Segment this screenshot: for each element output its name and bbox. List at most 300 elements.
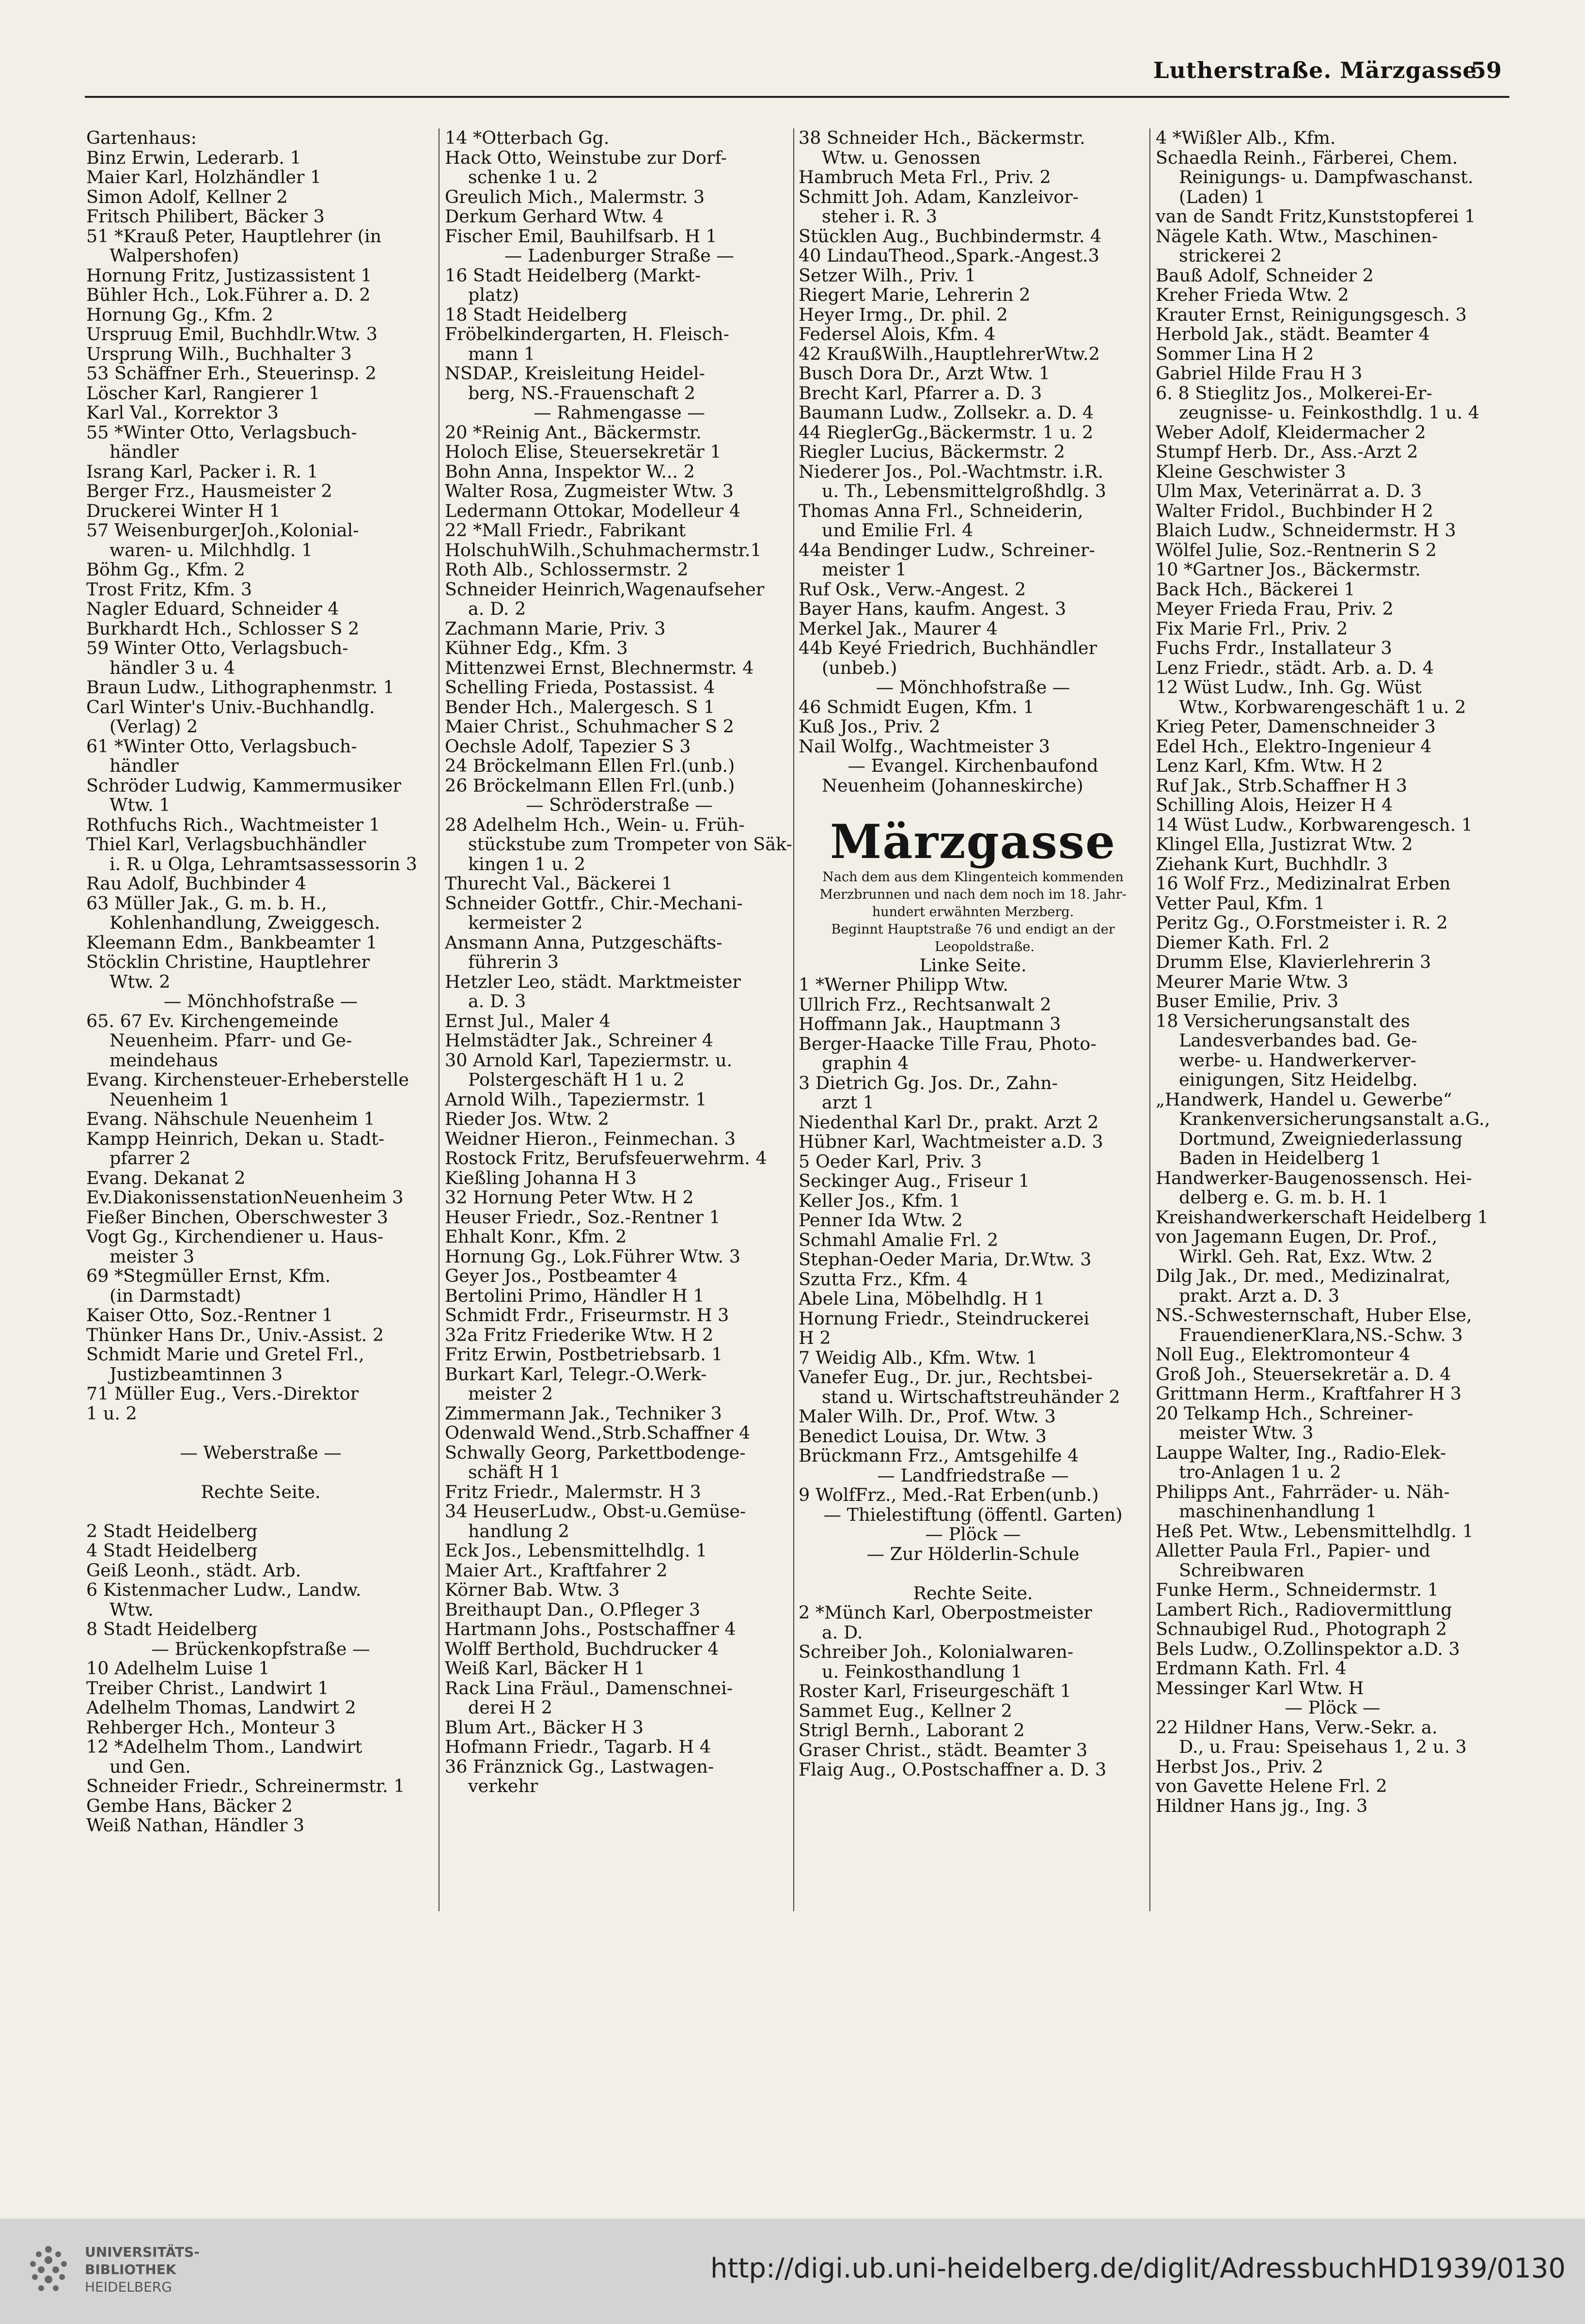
directory-line: Ullrich Frz., Rechtsanwalt 2	[799, 994, 1051, 1015]
directory-line	[86, 1463, 435, 1482]
directory-line: Sammet Eug., Kellner 2	[799, 1700, 1012, 1721]
directory-line: Hornung Fritz, Justizassistent 1	[86, 265, 372, 286]
directory-line: Niederer Jos., Pol.-Wachtmstr. i.R.	[799, 461, 1103, 482]
directory-line: Evang. Dekanat 2	[86, 1167, 246, 1188]
directory-line: Kreher Frieda Wtw. 2	[1156, 284, 1349, 305]
directory-line: Nach dem aus dem Klingenteich kommenden	[822, 869, 1124, 885]
directory-line	[86, 1502, 435, 1522]
directory-line: Binz Erwin, Lederarb. 1	[86, 147, 301, 168]
directory-line: Strigl Bernh., Laborant 2	[799, 1720, 1025, 1741]
directory-line: Hetzler Leo, städt. Marktmeister	[445, 971, 741, 992]
directory-line: Hübner Karl, Wachtmeister a.D. 3	[799, 1131, 1103, 1152]
directory-line: Kampp Heinrich, Dekan u. Stadt-	[86, 1128, 385, 1149]
directory-line: (in Darmstadt)	[110, 1285, 241, 1306]
directory-line: 2 Stadt Heidelberg	[86, 1520, 258, 1542]
directory-line: 22 *Mall Friedr., Fabrikant	[445, 520, 686, 541]
directory-line: Treiber Christ., Landwirt 1	[86, 1677, 329, 1699]
directory-line: Roster Karl, Friseurgeschäft 1	[799, 1681, 1072, 1701]
directory-line: Wtw., Korbwarengeschäft 1 u. 2	[1179, 696, 1466, 717]
directory-line: Roth Alb., Schlossermstr. 2	[445, 559, 689, 580]
directory-line: Krankenversicherungsanstalt a.G.,	[1179, 1108, 1491, 1129]
directory-line: Drumm Else, Klavierlehrerin 3	[1156, 951, 1431, 972]
directory-line: Kohlenhandlung, Zweiggesch.	[110, 912, 380, 933]
directory-line: Bühler Hch., Lok.Führer a. D. 2	[86, 284, 371, 305]
directory-line: Evang. Kirchensteuer-Erheberstelle	[86, 1069, 409, 1090]
directory-line: Merkel Jak., Maurer 4	[799, 618, 998, 639]
directory-line: Krieg Peter, Damenschneider 3	[1156, 716, 1436, 737]
directory-line: 30 Arnold Karl, Tapeziermstr. u.	[445, 1049, 733, 1071]
directory-line: Wölfel Julie, Soz.-Rentnerin S 2	[1156, 539, 1437, 561]
directory-line: Hornung Friedr., Steindruckerei	[799, 1308, 1090, 1329]
directory-line: platz)	[468, 284, 519, 305]
directory-line: 5 Oeder Karl, Priv. 3	[799, 1151, 982, 1172]
directory-line: waren- u. Milchhdlg. 1	[110, 539, 313, 561]
directory-line: 1 *Werner Philipp Wtw.	[799, 974, 1008, 995]
directory-line: Lenz Friedr., städt. Arb. a. D. 4	[1156, 657, 1434, 678]
directory-line: 16 Stadt Heidelberg (Markt-	[445, 265, 701, 286]
directory-line: Nagler Eduard, Schneider 4	[86, 598, 339, 619]
directory-line: Fritz Erwin, Postbetriebsarb. 1	[445, 1344, 723, 1365]
directory-line: Noll Eug., Elektromonteur 4	[1156, 1344, 1411, 1365]
directory-line: Wtw.	[110, 1599, 154, 1620]
directory-line: Eck Jos., Lebensmittelhdlg. 1	[445, 1540, 707, 1561]
directory-line: Rau Adolf, Buchbinder 4	[86, 873, 307, 894]
directory-line: Busch Dora Dr., Arzt Wtw. 1	[799, 363, 1051, 384]
directory-line: delberg e. G. m. b. H. 1	[1179, 1187, 1389, 1208]
directory-line: schenke 1 u. 2	[468, 167, 598, 187]
directory-line: — Schröderstraße —	[526, 795, 713, 815]
directory-line: meister 1	[822, 559, 907, 580]
footer-bar	[0, 2219, 1585, 2324]
directory-line: van de Sandt Fritz,Kunststopferei 1	[1156, 206, 1476, 227]
directory-line: Thomas Anna Frl., Schneiderin,	[799, 500, 1083, 521]
directory-line: Neuenheim (Johanneskirche)	[822, 775, 1083, 796]
directory-line: und Gen.	[110, 1756, 191, 1777]
directory-line: — Landfriedstraße —	[877, 1465, 1069, 1486]
directory-column-1	[86, 128, 435, 1836]
directory-line: Landesverbandes bad. Ge-	[1179, 1030, 1417, 1051]
directory-line: Ev.DiakonissenstationNeuenheim 3	[86, 1187, 404, 1208]
directory-line: Back Hch., Bäckerei 1	[1156, 578, 1355, 600]
directory-line: Ehhalt Konr., Kfm. 2	[445, 1226, 627, 1247]
directory-line: 59 Winter Otto, Verlagsbuch-	[86, 638, 348, 658]
directory-line: Löscher Karl, Rangierer 1	[86, 382, 320, 404]
directory-line: Braun Ludw., Lithographenmstr. 1	[86, 677, 394, 698]
directory-line: Baumann Ludw., Zollsekr. a. D. 4	[799, 402, 1094, 423]
directory-line: Klingel Ella, Justizrat Wtw. 2	[1156, 834, 1413, 855]
directory-line: 71 Müller Eug., Vers.-Direktor	[86, 1383, 359, 1404]
source-url-link[interactable]: http://digi.ub.uni-heidelberg.de/diglit/AdressbuchHD1939/0130	[710, 2253, 1566, 2284]
directory-line: Funke Herm., Schneidermstr. 1	[1156, 1579, 1439, 1600]
directory-line: handlung 2	[468, 1520, 570, 1542]
directory-line: 18 Versicherungsanstalt des	[1156, 1010, 1410, 1031]
directory-line: Edel Hch., Elektro-Ingenieur 4	[1156, 735, 1432, 757]
directory-line: Schelling Frieda, Postassist. 4	[445, 677, 715, 698]
directory-line: Riegert Marie, Lehrerin 2	[799, 284, 1031, 305]
directory-line: Wtw. 2	[110, 971, 171, 992]
directory-line: Fritz Friedr., Malermstr. H 3	[445, 1481, 701, 1502]
directory-line: Keller Jos., Kfm. 1	[799, 1190, 960, 1211]
directory-line: a. D. 3	[468, 991, 526, 1012]
directory-line: Geiß Leonh., städt. Arb.	[86, 1560, 301, 1581]
directory-line: führerin 3	[468, 951, 559, 972]
directory-line: Holoch Elise, Steuersekretär 1	[445, 441, 722, 462]
directory-line: HolschuhWilh.,Schuhmachermstr.1	[445, 539, 762, 561]
directory-line: — Zur Hölderlin-Schule	[866, 1543, 1080, 1564]
directory-line: Hoffmann Jak., Hauptmann 3	[799, 1014, 1061, 1034]
directory-line: „Handwerk, Handel u. Gewerbe“	[1156, 1089, 1452, 1110]
directory-line: Breithaupt Dan., O.Pfleger 3	[445, 1599, 701, 1620]
directory-line: Fröbelkindergarten, H. Fleisch-	[445, 324, 729, 344]
directory-line: Schmidt Frdr., Friseurmstr. H 3	[445, 1305, 729, 1326]
directory-line: Stumpf Herb. Dr., Ass.-Arzt 2	[1156, 441, 1418, 462]
directory-line: 7 Weidig Alb., Kfm. Wtw. 1	[799, 1347, 1037, 1368]
directory-line: Beginnt Hauptstraße 76 und endigt an der	[831, 921, 1115, 937]
directory-line: Philipps Ant., Fahrräder- u. Näh-	[1156, 1481, 1450, 1502]
directory-line: Setzer Wilh., Priv. 1	[799, 265, 976, 286]
directory-line: Neuenheim. Pfarr- und Ge-	[110, 1030, 352, 1051]
directory-line: 20 Telkamp Hch., Schreiner-	[1156, 1403, 1413, 1424]
directory-column-4	[1156, 128, 1509, 1816]
directory-line: Schröder Ludwig, Kammermusiker	[86, 775, 401, 796]
directory-line: Wtw. 1	[110, 795, 171, 815]
directory-line: händler 3 u. 4	[110, 657, 235, 678]
directory-line: Kleine Geschwister 3	[1156, 461, 1346, 482]
directory-line: Bohn Anna, Inspektor W... 2	[445, 461, 695, 482]
directory-line: Oechsle Adolf, Tapezier S 3	[445, 735, 691, 757]
directory-line: Graser Christ., städt. Beamter 3	[799, 1739, 1088, 1761]
directory-line: Maier Art., Kraftfahrer 2	[445, 1560, 668, 1581]
directory-line: (Verlag) 2	[110, 716, 198, 737]
directory-line: Rothfuchs Rich., Wachtmeister 1	[86, 814, 380, 835]
directory-line: — Mönchhofstraße —	[876, 677, 1070, 698]
directory-line: Handwerker-Baugenossensch. Hei-	[1156, 1167, 1472, 1188]
directory-line: 42 KraußWilh.,HauptlehrerWtw.2	[799, 343, 1100, 364]
directory-line: Meyer Frieda Frau, Priv. 2	[1156, 598, 1394, 619]
directory-line: Bels Ludw., O.Zollinspektor a.D. 3	[1156, 1638, 1460, 1659]
directory-line: Hartmann Johs., Postschaffner 4	[445, 1619, 736, 1639]
header-rule	[85, 96, 1509, 98]
directory-line: Schreibwaren	[1179, 1560, 1304, 1581]
directory-line: Alletter Paula Frl., Papier- und	[1156, 1540, 1430, 1561]
directory-line: Groß Joh., Steuersekretär a. D. 4	[1156, 1363, 1451, 1385]
directory-line: Druckerei Winter H 1	[86, 500, 281, 521]
directory-line: — Brückenkopfstraße —	[151, 1638, 370, 1659]
directory-line: 26 Bröckelmann Ellen Frl.(unb.)	[445, 775, 735, 796]
directory-line: arzt 1	[822, 1092, 874, 1113]
directory-line: meister 2	[468, 1383, 553, 1404]
directory-line: D., u. Frau: Speisehaus 1, 2 u. 3	[1179, 1736, 1467, 1757]
directory-line: Penner Ida Wtw. 2	[799, 1210, 963, 1231]
directory-line: meister 3	[110, 1246, 195, 1267]
directory-line: Federsel Alois, Kfm. 4	[799, 324, 996, 344]
directory-line: 57 WeisenburgerJoh.,Kolonial-	[86, 520, 359, 541]
directory-line: 22 Hildner Hans, Verw.-Sekr. a.	[1156, 1716, 1438, 1738]
directory-line: Rieder Jos. Wtw. 2	[445, 1108, 609, 1129]
directory-line: Hornung Gg., Lok.Führer Wtw. 3	[445, 1246, 740, 1267]
directory-line: Abele Lina, Möbelhdlg. H 1	[799, 1288, 1045, 1309]
directory-line: Weiß Karl, Bäcker H 1	[445, 1658, 645, 1679]
directory-line: stand u. Wirtschaftstreuhänder 2	[822, 1386, 1120, 1407]
directory-line: Berger Frz., Hausmeister 2	[86, 481, 332, 501]
directory-line: 24 Bröckelmann Ellen Frl.(unb.)	[445, 755, 735, 776]
directory-line: Ledermann Ottokar, Modelleur 4	[445, 500, 741, 521]
directory-line: Seckinger Aug., Friseur 1	[799, 1170, 1030, 1191]
directory-line: Burkart Karl, Telegr.-O.Werk-	[445, 1363, 707, 1385]
directory-line: Heß Pet. Wtw., Lebensmittelhdlg. 1	[1156, 1520, 1474, 1542]
directory-line: a. D.	[822, 1622, 863, 1643]
directory-line: FrauendienerKlara,NS.-Schw. 3	[1179, 1324, 1463, 1345]
directory-line: Evang. Nähschule Neuenheim 1	[86, 1108, 375, 1129]
directory-line: Walter Rosa, Zugmeister Wtw. 3	[445, 481, 734, 501]
directory-line: Vogt Gg., Kirchendiener u. Haus-	[86, 1226, 384, 1247]
directory-line: Wirkl. Geh. Rat, Exz. Wtw. 2	[1179, 1246, 1433, 1267]
directory-line: 44b Keyé Friedrich, Buchhändler	[799, 638, 1097, 658]
directory-line: 55 *Winter Otto, Verlagsbuch-	[86, 421, 357, 443]
directory-line: 8 Stadt Heidelberg	[86, 1619, 258, 1639]
directory-line: derei H 2	[468, 1697, 552, 1718]
directory-line: Kreishandwerkerschaft Heidelberg 1	[1156, 1206, 1489, 1228]
directory-line: Fischer Emil, Bauhilfsarb. H 1	[445, 225, 717, 247]
directory-line: schäft H 1	[468, 1462, 561, 1482]
directory-line: Odenwald Wend.,Strb.Schaffner 4	[445, 1422, 751, 1443]
directory-line: Buser Emilie, Priv. 3	[1156, 991, 1339, 1012]
directory-line: mann 1	[468, 343, 535, 364]
directory-line: Ernst Jul., Maler 4	[445, 1010, 611, 1031]
directory-line: prakt. Arzt a. D. 3	[1179, 1285, 1340, 1306]
directory-line: 32a Fritz Friederike Wtw. H 2	[445, 1324, 714, 1345]
directory-line: Kühner Edg., Kfm. 3	[445, 638, 628, 658]
directory-line: Heuser Friedr., Soz.-Rentner 1	[445, 1206, 721, 1228]
directory-column-3	[799, 128, 1147, 1780]
directory-line: Schwally Georg, Parkettbodenge-	[445, 1442, 746, 1463]
directory-line: Maler Wilh. Dr., Prof. Wtw. 3	[799, 1406, 1056, 1427]
directory-line	[86, 1423, 435, 1443]
directory-line: graphin 4	[822, 1053, 909, 1074]
directory-line: Fritsch Philibert, Bäcker 3	[86, 206, 325, 227]
directory-line: Szutta Frz., Kfm. 4	[799, 1268, 968, 1290]
directory-line: Leopoldstraße.	[935, 939, 1035, 954]
directory-line: Schaedla Reinh., Färberei, Chem.	[1156, 147, 1458, 168]
directory-line: Fix Marie Frl., Priv. 2	[1156, 618, 1348, 639]
directory-line: Dilg Jak., Dr. med., Medizinalrat,	[1156, 1265, 1451, 1286]
directory-line: 53 Schäffner Erh., Steuerinsp. 2	[86, 363, 377, 384]
directory-line: Gabriel Hilde Frau H 3	[1156, 363, 1363, 384]
directory-line: von Gavette Helene Frl. 2	[1156, 1776, 1387, 1796]
directory-line: Vetter Paul, Kfm. 1	[1156, 892, 1325, 914]
directory-line: Justizbeamtinnen 3	[110, 1363, 283, 1385]
directory-line: Wolff Berthold, Buchdrucker 4	[445, 1638, 719, 1659]
directory-line: 38 Schneider Hch., Bäckermstr.	[799, 128, 1085, 148]
directory-line: Derkum Gerhard Wtw. 4	[445, 206, 664, 227]
directory-line: einigungen, Sitz Heidelbg.	[1179, 1069, 1418, 1090]
directory-line: Israng Karl, Packer i. R. 1	[86, 461, 318, 482]
directory-line: — Mönchhofstraße —	[163, 991, 358, 1012]
directory-line: 18 Stadt Heidelberg	[445, 304, 628, 325]
directory-line: Ruf Jak., Strb.Schaffner H 3	[1156, 775, 1407, 796]
directory-line: 4 Stadt Heidelberg	[86, 1540, 258, 1561]
directory-line: Rehberger Hch., Monteur 3	[86, 1716, 336, 1738]
directory-line: Geyer Jos., Postbeamter 4	[445, 1265, 678, 1286]
directory-line: Brecht Karl, Pfarrer a. D. 3	[799, 382, 1042, 404]
directory-line: Herbst Jos., Priv. 2	[1156, 1756, 1323, 1777]
directory-line: hundert erwähnten Merzberg.	[872, 904, 1074, 920]
directory-line: 28 Adelhelm Hch., Wein- u. Früh-	[445, 814, 745, 835]
directory-line: (unbeb.)	[822, 657, 897, 678]
directory-line: Merzbrunnen und nach dem noch im 18. Jahr-	[819, 887, 1127, 902]
directory-line: 20 *Reinig Ant., Bäckermstr.	[445, 421, 702, 443]
directory-line: 6. 8 Stieglitz Jos., Molkerei-Er-	[1156, 382, 1432, 404]
page-number: 59	[1471, 57, 1502, 83]
directory-line: Riegler Lucius, Bäckermstr. 2	[799, 441, 1065, 462]
directory-line: Ruf Osk., Verw.-Angest. 2	[799, 578, 1026, 600]
directory-line: u. Feinkosthandlung 1	[822, 1661, 1022, 1682]
directory-line: Bauß Adolf, Schneider 2	[1156, 265, 1374, 286]
directory-line: zeugnisse- u. Feinkosthdlg. 1 u. 4	[1179, 402, 1480, 423]
directory-line: 51 *Krauß Peter, Hauptlehrer (in	[86, 225, 382, 247]
directory-line: Lauppe Walter, Ing., Radio-Elek-	[1156, 1442, 1446, 1463]
directory-line: Märzgasse	[830, 814, 1116, 869]
directory-line: 12 *Adelhelm Thom., Landwirt	[86, 1736, 362, 1757]
directory-line: Zimmermann Jak., Techniker 3	[445, 1403, 722, 1424]
directory-line: Rack Lina Fräul., Damenschnei-	[445, 1677, 733, 1699]
directory-line: Peritz Gg., O.Forstmeister i. R. 2	[1156, 912, 1448, 933]
directory-line: Weiß Nathan, Händler 3	[86, 1815, 305, 1836]
directory-line: händler	[110, 441, 179, 462]
directory-line: Kaiser Otto, Soz.-Rentner 1	[86, 1305, 333, 1326]
directory-line: verkehr	[468, 1776, 538, 1796]
directory-line: stückstube zum Trompeter von Säk-	[468, 834, 792, 855]
column-divider	[1149, 128, 1150, 1911]
directory-line: Körner Bab. Wtw. 3	[445, 1579, 620, 1600]
directory-line: Schmitt Joh. Adam, Kanzleivor-	[799, 186, 1079, 207]
directory-line: Fuchs Frdr., Installateur 3	[1156, 638, 1392, 658]
directory-line: Ansmann Anna, Putzgeschäfts-	[445, 932, 722, 953]
directory-line: NS.-Schwesternschaft, Huber Else,	[1156, 1305, 1472, 1326]
directory-line: Nail Wolfg., Wachtmeister 3	[799, 735, 1050, 757]
directory-line: Ziehank Kurt, Buchhdlr. 3	[1156, 853, 1388, 874]
directory-line: u. Th., Lebensmittelgroßhdlg. 3	[822, 481, 1106, 501]
directory-line: Erdmann Kath. Frl. 4	[1156, 1658, 1347, 1679]
directory-line: Krauter Ernst, Reinigungsgesch. 3	[1156, 304, 1467, 325]
directory-line: 36 Fränznick Gg., Lastwagen-	[445, 1756, 714, 1777]
directory-line: Blaich Ludw., Schneidermstr. H 3	[1156, 520, 1456, 541]
directory-line: Linke Seite.	[919, 954, 1027, 976]
directory-line: Adelhelm Thomas, Landwirt 2	[86, 1697, 356, 1718]
directory-line: Schneider Gottfr., Chir.-Mechani-	[445, 892, 743, 914]
directory-line: Ursprung Wilh., Buchhalter 3	[86, 343, 352, 364]
directory-line	[799, 795, 1147, 815]
directory-line: 6 Kistenmacher Ludw., Landw.	[86, 1579, 361, 1600]
directory-line: i. R. u Olga, Lehramtsassessorin 3	[110, 853, 417, 874]
directory-line: Reinigungs- u. Dampfwaschanst.	[1179, 167, 1474, 187]
directory-line: Messinger Karl Wtw. H	[1156, 1677, 1364, 1699]
directory-line: Zachmann Marie, Priv. 3	[445, 618, 666, 639]
directory-line: Polstergeschäft H 1 u. 2	[468, 1069, 685, 1090]
directory-line: Böhm Gg., Kfm. 2	[86, 559, 245, 580]
directory-line: — Ladenburger Straße —	[504, 245, 734, 266]
directory-line: Mittenzwei Ernst, Blechnermstr. 4	[445, 657, 754, 678]
directory-line: Ulm Max, Veterinärrat a. D. 3	[1156, 481, 1422, 501]
directory-line: Rechte Seite.	[201, 1481, 321, 1502]
directory-line: NSDAP., Kreisleitung Heidel-	[445, 363, 705, 384]
university-library-logo	[19, 2241, 78, 2299]
directory-line: pfarrer 2	[110, 1148, 191, 1169]
directory-line: kingen 1 u. 2	[468, 853, 586, 874]
directory-line: Grittmann Herm., Kraftfahrer H 3	[1156, 1383, 1462, 1404]
directory-line: 1 u. 2	[86, 1403, 137, 1424]
directory-line: 46 Schmidt Eugen, Kfm. 1	[799, 696, 1035, 717]
running-head: Lutherstraße. Märzgasse	[1153, 57, 1477, 83]
directory-line: Rostock Fritz, Berufsfeuerwehrm. 4	[445, 1148, 767, 1169]
library-name-line-1: UNIVERSITÄTS-	[85, 2244, 200, 2260]
directory-line: Herbold Jak., städt. Beamter 4	[1156, 324, 1430, 344]
directory-line: Hofmann Friedr., Tagarb. H 4	[445, 1736, 711, 1757]
directory-line: 12 Wüst Ludw., Inh. Gg. Wüst	[1156, 677, 1422, 698]
directory-line: Flaig Aug., O.Postschaffner a. D. 3	[799, 1759, 1107, 1780]
directory-line: 14 Wüst Ludw., Korbwarengesch. 1	[1156, 814, 1473, 835]
directory-column-2	[445, 128, 794, 1796]
directory-line: Helmstädter Jak., Schreiner 4	[445, 1030, 713, 1051]
directory-line: kermeister 2	[468, 912, 583, 933]
directory-line: Stephan-Oeder Maria, Dr.Wtw. 3	[799, 1249, 1092, 1270]
directory-line: Diemer Kath. Frl. 2	[1156, 932, 1330, 953]
directory-line: 65. 67 Ev. Kirchengemeinde	[86, 1010, 339, 1031]
directory-line: 16 Wolf Frz., Medizinalrat Erben	[1156, 873, 1451, 894]
directory-line: Hornung Gg., Kfm. 2	[86, 304, 273, 325]
directory-line: Karl Val., Korrektor 3	[86, 402, 279, 423]
directory-line: Meurer Marie Wtw. 3	[1156, 971, 1349, 992]
directory-line: meindehaus	[110, 1049, 218, 1071]
directory-line: Simon Adolf, Kellner 2	[86, 186, 288, 207]
directory-line: Fießer Binchen, Oberschwester 3	[86, 1206, 389, 1228]
directory-line: (Laden) 1	[1179, 186, 1265, 207]
directory-line: Schneider Heinrich,Wagenaufseher	[445, 578, 765, 600]
directory-line: Kießling Johanna H 3	[445, 1167, 637, 1188]
directory-line: meister Wtw. 3	[1179, 1422, 1314, 1443]
directory-line: Schnaubigel Rud., Photograph 2	[1156, 1619, 1447, 1639]
directory-line: strickerei 2	[1179, 245, 1282, 266]
directory-line: berg, NS.-Frauenschaft 2	[468, 382, 696, 404]
directory-line: 14 *Otterbach Gg.	[445, 128, 610, 148]
directory-line: Bertolini Primo, Händler H 1	[445, 1285, 705, 1306]
directory-line: Niedenthal Karl Dr., prakt. Arzt 2	[799, 1111, 1099, 1133]
directory-line: Weber Adolf, Kleidermacher 2	[1156, 421, 1426, 443]
directory-line: Stücklen Aug., Buchbindermstr. 4	[799, 225, 1102, 247]
directory-line: a. D. 2	[468, 598, 526, 619]
directory-line: — Weberstraße —	[180, 1442, 342, 1463]
directory-line: Wtw. u. Genossen	[822, 147, 981, 168]
directory-line: Lenz Karl, Kfm. Wtw. H 2	[1156, 755, 1383, 776]
directory-line: Bayer Hans, kaufm. Angest. 3	[799, 598, 1067, 619]
directory-line: 69 *Stegmüller Ernst, Kfm.	[86, 1265, 331, 1286]
directory-line: Baden in Heidelberg 1	[1179, 1148, 1381, 1169]
directory-line: 32 Hornung Peter Wtw. H 2	[445, 1187, 694, 1208]
directory-line: 44 RieglerGg.,Bäckermstr. 1 u. 2	[799, 421, 1094, 443]
directory-line: 10 Adelhelm Luise 1	[86, 1658, 270, 1679]
directory-line: Urspruug Emil, Buchhdlr.Wtw. 3	[86, 324, 377, 344]
directory-line	[799, 1564, 1147, 1584]
directory-line: H 2	[799, 1327, 831, 1348]
directory-line: tro-Anlagen 1 u. 2	[1179, 1462, 1341, 1482]
directory-line: Gartenhaus:	[86, 128, 197, 148]
directory-line: Dortmund, Zweigniederlassung	[1179, 1128, 1463, 1149]
directory-line: Schreiber Joh., Kolonialwaren-	[799, 1641, 1074, 1662]
directory-line: Brückmann Frz., Amtsgehilfe 4	[799, 1445, 1079, 1466]
directory-line: — Plöck —	[925, 1524, 1021, 1544]
directory-line: Trost Fritz, Kfm. 3	[86, 578, 252, 600]
directory-line: Maier Karl, Holzhändler 1	[86, 167, 322, 187]
